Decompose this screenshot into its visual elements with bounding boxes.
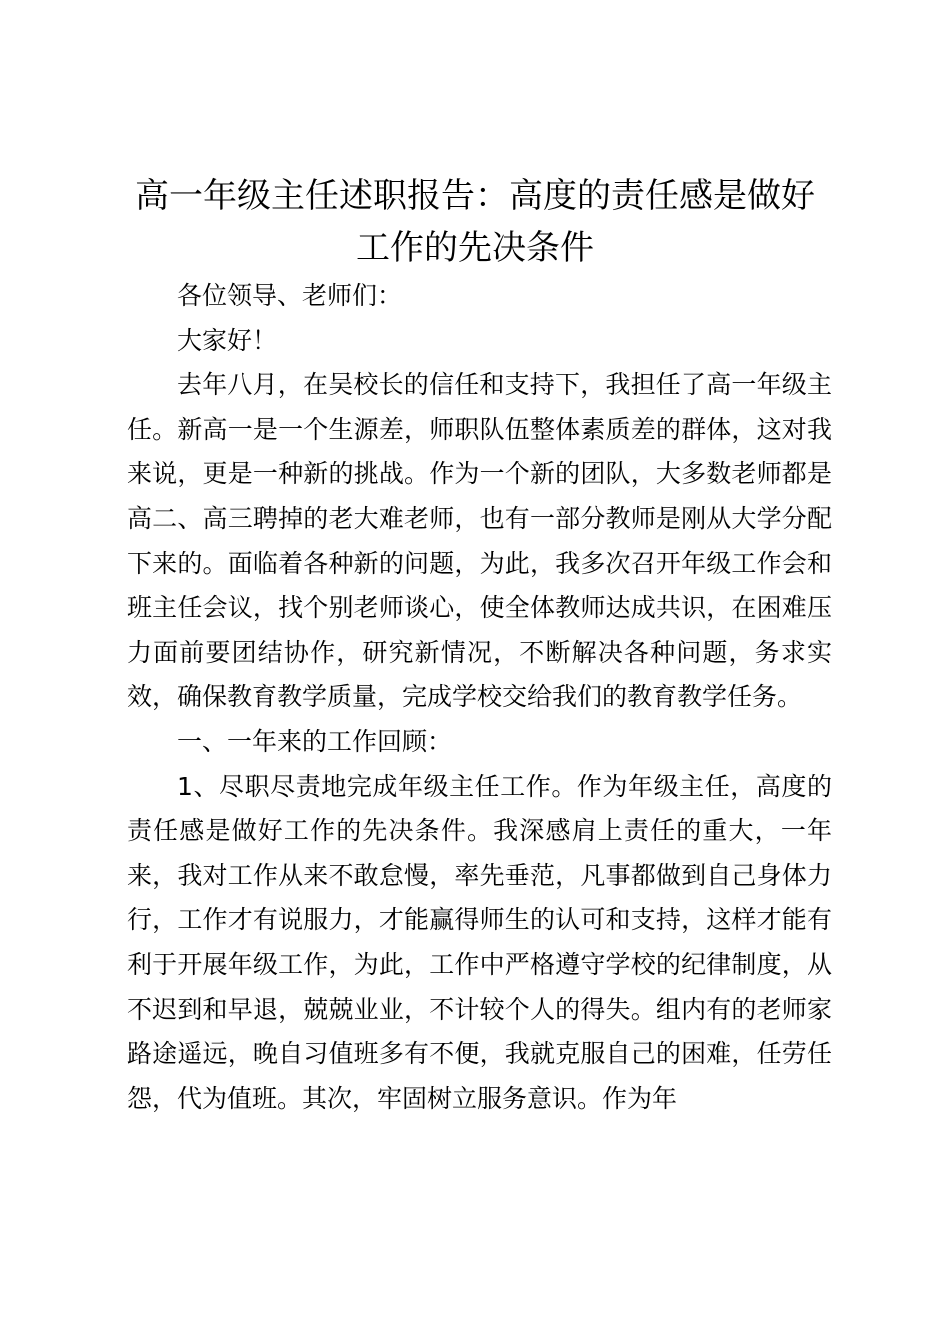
salutation: 各位领导、老师们：	[177, 281, 403, 310]
paragraph-intro: 去年八月，在吴校长的信任和支持下，我担任了高一年级主任。新高一是一个生源差，师职队伍整体素质差的群体，这对我来说，更是一种新的挑战。作为一个新的团队，大多数老师都是高二、高三聘掉的老大难老师，也有一部分教师是刚从大学分配下来的。面临着各种新的问题，为此，我多次召开年级工作会和班主任会议，找个别老师谈心，使全体教师达成共识，在困难压力面前要团结协作，研究新情况，不断解决各种问题，务求实效，确保教育教学质量，完成学校交给我们的教育教学任务。	[127, 370, 832, 712]
greeting: 大家好！	[177, 325, 278, 355]
document-body	[127, 274, 832, 1121]
paragraph-item-1: 1、尽职尽责地完成年级主任工作。作为年级主任，高度的责任感是做好工作的先决条件。我深感肩上责任的重大，一年来，我对工作从来不敢怠慢，率先垂范，凡事都做到自己身体力行，工作才有说服力，才能赢得师生的认可和支持，这样才能有利于开展年级工作，为此，工作中严格遵守学校的纪律制度，从不迟到和早退，兢兢业业，不计较个人的得失。组内有的老师家路途遥远，晚自习值班多有不便，我就克服自己的困难，任劳任怨，代为值班。其次，牢固树立服务意识。作为年	[127, 771, 832, 1113]
title-line-2: 工作的先决条件	[356, 228, 594, 268]
section-heading: 一、一年来的工作回顾：	[177, 726, 453, 756]
title-line-1: 高一年级主任述职报告：高度的责任感是做好	[135, 176, 815, 216]
document-title	[100, 170, 850, 274]
